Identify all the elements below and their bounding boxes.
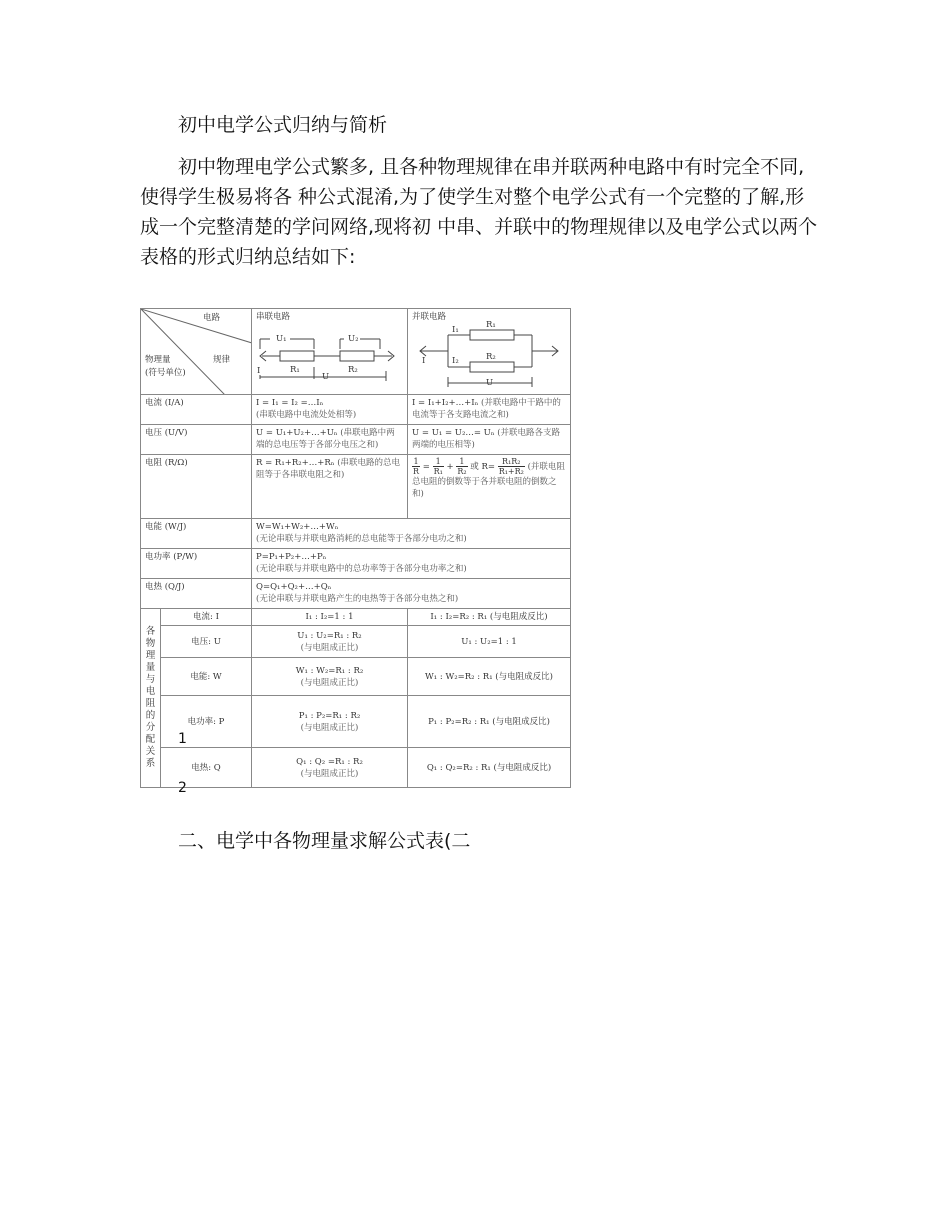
ratio-parallel: U₁ : U₂=1 : 1 — [408, 626, 571, 658]
ratio-vertical-label: 各 物 理 量 与 电 阻 的 分 配 关 系 — [141, 609, 161, 788]
ratio-label: 电热: Q — [161, 748, 252, 788]
ratio-row — [141, 609, 571, 626]
parallel-cell — [408, 455, 571, 519]
formula-table — [140, 308, 571, 788]
table-row — [141, 395, 571, 425]
table-header-row — [141, 309, 571, 395]
series-cell — [252, 455, 408, 519]
ratio-parallel: W₁ : W₂=R₂ : R₁ (与电阻成反比) — [408, 658, 571, 696]
merged-formula: W=W₁+W₂+…+Wₙ — [256, 522, 339, 532]
parallel-i2-label: I₂ — [452, 356, 459, 366]
series-header-cell — [252, 309, 408, 395]
page-mark-2: 2 — [178, 780, 187, 796]
parallel-formula-alt: 或 R= — [470, 462, 495, 472]
table-row — [141, 579, 571, 609]
parallel-header-cell — [408, 309, 571, 395]
table-row — [141, 425, 571, 455]
row-label: 电功率 (P/W) — [141, 549, 252, 579]
ratio-row — [141, 626, 571, 658]
parallel-note: (并联电路中干路中的电流等于各支路电流之和) — [412, 398, 561, 420]
intro-paragraph — [140, 152, 820, 272]
ratio-series: Q₁ : Q₂ =R₁ : R₂ — [296, 756, 363, 767]
parallel-formula: I = I₁+I₂+…+Iₙ — [412, 398, 479, 408]
ratio-parallel: P₁ : P₂=R₂ : R₁ (与电阻成反比) — [408, 696, 571, 748]
ratio-series-cell — [252, 626, 408, 658]
series-cell — [252, 425, 408, 455]
series-formula: U = U₁+U₂+…+Uₙ — [256, 428, 338, 438]
parallel-note: (并联电路各支路两端的电压相等) — [412, 428, 561, 450]
parallel-r1-label: R₁ — [486, 320, 496, 330]
page-mark-1: 1 — [178, 731, 187, 747]
parallel-formula: U = U₁ = U₂…= Uₙ — [412, 428, 495, 438]
parallel-u-label: U — [486, 378, 494, 388]
ratio-series: I₁ : I₂=1 : 1 — [252, 609, 408, 626]
series-cell — [252, 395, 408, 425]
series-note: (串联电路中两端的总电压等于各部分电压之和) — [256, 428, 395, 450]
row-label: 电热 (Q/J) — [141, 579, 252, 609]
parallel-cell — [408, 395, 571, 425]
row-label: 电能 (W/J) — [141, 519, 252, 549]
ratio-row — [141, 748, 571, 788]
ratio-series-note: (与电阻成正比) — [300, 642, 359, 653]
merged-cell — [252, 579, 571, 609]
series-i-label: I — [257, 366, 261, 376]
ratio-series: U₁ : U₂=R₁ : R₂ — [297, 630, 362, 641]
series-r2-label: R₂ — [348, 365, 358, 375]
fraction-1-over-r: $\frac{1}{R}$ — [413, 457, 420, 476]
equals-sign: = — [422, 462, 430, 472]
document-title: 初中电学公式归纳与简析 — [178, 114, 388, 136]
parallel-r2-label: R₂ — [486, 352, 496, 362]
series-u2-label: U₂ — [348, 334, 359, 344]
parallel-note: (并联电阻总电阻的倒数等于各并联电阻的倒数之和) — [412, 462, 565, 499]
ratio-row — [141, 658, 571, 696]
ratio-series-cell — [252, 696, 408, 748]
corner-cell — [141, 309, 252, 395]
merged-note: (无论串联与并联电路产生的电热等于各部分电热之和) — [256, 594, 459, 604]
merged-formula: Q=Q₁+Q₂+…+Qₙ — [256, 582, 332, 592]
series-note: (串联电路的总电阻等于各串联电阻之和) — [256, 458, 401, 480]
ratio-series: P₁ : P₂=R₁ : R₂ — [298, 710, 361, 721]
ratio-series-note: (与电阻成正比) — [300, 677, 359, 688]
ratio-series-note: (与电阻成正比) — [300, 722, 359, 733]
corner-circuit-label: 电路 — [203, 313, 221, 323]
ratio-parallel: Q₁ : Q₂=R₂ : R₁ (与电阻成反比) — [408, 748, 571, 788]
ratio-label: 电压: U — [161, 626, 252, 658]
table-row — [141, 519, 571, 549]
series-r1-label: R₁ — [290, 365, 300, 375]
series-title: 串联电路 — [256, 312, 291, 322]
series-formula: R = R₁+R₂+…+Rₙ — [256, 458, 335, 468]
table-row — [141, 549, 571, 579]
merged-note: (无论串联与并联电路消耗的总电能等于各部分电功之和) — [256, 534, 467, 544]
corner-law-label: 规律 — [213, 355, 231, 365]
series-u-label: U — [322, 372, 330, 382]
ratio-series-cell — [252, 658, 408, 696]
ratio-series: W₁ : W₂=R₁ : R₂ — [295, 665, 364, 676]
merged-cell — [252, 549, 571, 579]
merged-formula: P=P₁+P₂+…+Pₙ — [256, 552, 327, 562]
parallel-i-label: I — [422, 356, 426, 366]
parallel-cell — [408, 425, 571, 455]
row-label: 电阻 (R/Ω) — [141, 455, 252, 519]
ratio-label: 电流: I — [161, 609, 252, 626]
ratio-series-note: (与电阻成正比) — [300, 768, 359, 779]
ratio-series-cell — [252, 748, 408, 788]
corner-diagonal-lines — [141, 309, 252, 395]
ratio-parallel: I₁ : I₂=R₂ : R₁ (与电阻成反比) — [408, 609, 571, 626]
row-label: 电压 (U/V) — [141, 425, 252, 455]
table-row — [141, 455, 571, 519]
series-u1-label: U₁ — [276, 334, 287, 344]
corner-unit-label: (符号单位) — [145, 368, 186, 378]
section-2-heading: 二、电学中各物理量求解公式表(二 — [178, 830, 471, 852]
fraction-1-over-r1: $\frac{1}{\text{R₁}}$ — [433, 457, 443, 476]
ratio-row — [141, 696, 571, 748]
merged-cell — [252, 519, 571, 549]
parallel-i1-label: I₁ — [452, 325, 459, 335]
fraction-product-over-sum: $\frac{\text{R₁R₂}}{\text{R₁+R₂}}$ — [498, 457, 524, 476]
merged-note: (无论串联与并联电路中的总功率等于各部分电功率之和) — [256, 564, 467, 574]
corner-quantity-label: 物理量 — [145, 355, 171, 365]
series-note: (串联电路中电流处处相等) — [256, 410, 357, 420]
row-label: 电流 (I/A) — [141, 395, 252, 425]
fraction-1-over-r2: $\frac{1}{\text{R₂}}$ — [457, 457, 467, 476]
ratio-label: 电能: W — [161, 658, 252, 696]
series-circuit-diagram — [252, 309, 408, 395]
parallel-title: 并联电路 — [412, 312, 447, 322]
series-formula: I = I₁ = I₂ =…Iₙ — [256, 398, 324, 408]
ratio-label: 电功率: P — [161, 696, 252, 748]
plus-sign: + — [446, 462, 454, 472]
intro-text: 初中物理电学公式繁多, 且各种物理规律在串并联两种电路中有时完全不同, 使得学生极易将各 种公式混淆,为了使学生对整个电学公式有一个完整的了解,形成一个完整清楚的学问网络,现将初 中串、并联中的物理规律以及电学公式以两个表格的形式归纳总结如下: — [140, 156, 818, 268]
